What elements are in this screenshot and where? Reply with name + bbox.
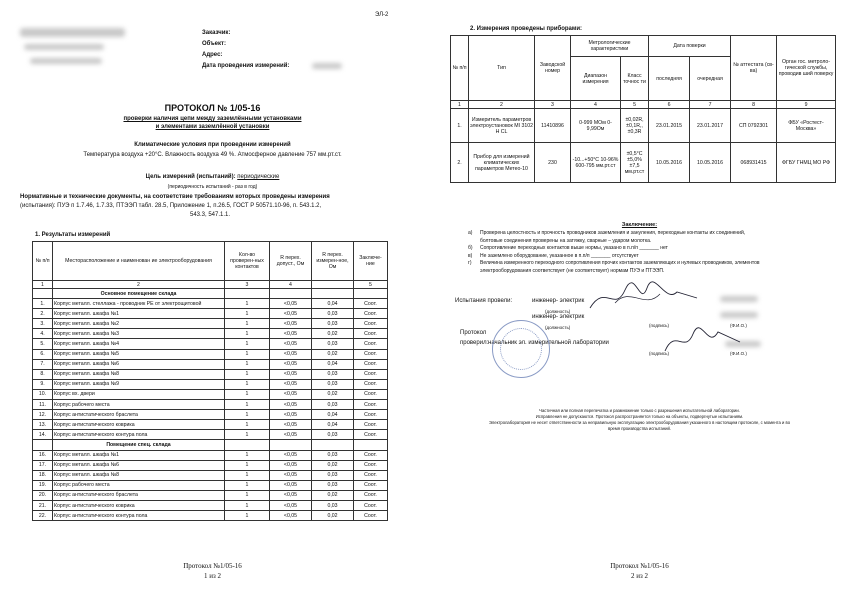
cell-count: 1 [225,309,270,319]
cell-allowed: <0,05 [270,480,312,490]
protocol-subtitle-line1: проверки наличия цепи между заземлёнными установками [123,116,302,122]
cell-result: Соот. [354,480,388,490]
cell-measured: 0,04 [312,420,354,430]
cell-n: 13. [33,420,53,430]
checker-role: начальник эл. измерительной лаборатории [488,340,609,346]
cell-name: Корпус металл. шкафа №6 [53,359,225,369]
table-row [33,470,388,480]
conclusion-letter: в) [468,252,473,259]
cell-allowed: <0,05 [270,379,312,389]
cell-measured: 0,03 [312,430,354,440]
cell-measured: 0,03 [312,339,354,349]
device-cert: СП 0792301 [731,109,777,143]
cell-n: 8. [33,369,53,379]
device-next: 10.05.2016 [690,143,731,183]
header-accuracy: Класс точнос ти [621,57,649,101]
cell-allowed: <0,05 [270,309,312,319]
header-metro: Метрологические характеристики [571,36,649,57]
redacted-logo [20,28,125,37]
cell-name: Корпус металл. шкафа №5 [53,349,225,359]
cell-measured: 0,03 [312,470,354,480]
disclaimer-4: время производства испытаний. [608,426,671,431]
cell-name: Корпус антистатического коврика [53,420,225,430]
table-row [33,319,388,329]
cell-name: Корпус вх. двери [53,389,225,399]
cell-name: Корпус металл. шкафа №6 [53,460,225,470]
signature-2-icon [660,326,750,356]
cell-result: Соот. [354,369,388,379]
cell-result: Соот. [354,490,388,500]
cell-result: Соот. [354,299,388,309]
cell-count: 1 [225,450,270,460]
cell-allowed: <0,05 [270,490,312,500]
purpose-label: Цель измерений (испытаний): [145,174,236,180]
cell-result: Соот. [354,420,388,430]
col-number: 8 [731,101,777,109]
signature-1-icon [585,278,705,318]
cell-count: 1 [225,490,270,500]
header-last: последняя [649,57,690,101]
cell-name: Корпус металл. шкафа №2 [53,319,225,329]
col-number: 2 [469,101,535,109]
name-caption: (Ф.И.О.) [730,351,747,356]
protocol-page-2 [430,0,849,600]
disclaimer-1: Частичная или полная перепечатка и размножение только с разрешения испытательной лаборатории. [539,408,740,413]
measurement-date-label: Дата проведения измерений: [202,63,290,69]
device-n: 2. [451,143,469,183]
section-row [33,440,388,450]
table-row [33,369,388,379]
norms-line3: 543.3, 547.1.1. [190,212,231,218]
checked-label-2: проверил: [460,340,489,346]
cell-n: 18. [33,470,53,480]
section2-rows [33,450,388,521]
purpose-value: периодические [237,174,280,180]
cell-allowed: <0,05 [270,400,312,410]
table-row [33,389,388,399]
cell-n: 11. [33,400,53,410]
signature-caption: (подпись) [649,323,670,328]
cell-count: 1 [225,369,270,379]
address-label: Адрес: [202,52,223,58]
cell-measured: 0,04 [312,410,354,420]
cell-n: 21. [33,500,53,510]
header-r-allowed: R перех. допуст., Ом [270,242,312,281]
section-title: Помещение спец. склада [53,440,225,450]
cell-count: 1 [225,420,270,430]
cell-name: Корпус металл. шкафа №4 [53,339,225,349]
cell-count: 1 [225,400,270,410]
device-next: 23.01.2017 [690,109,731,143]
cell-measured: 0,02 [312,490,354,500]
stamp-inner-ring-icon [500,328,542,370]
cell-result: Соот. [354,460,388,470]
cell-measured: 0,02 [312,460,354,470]
cell-measured: 0,03 [312,309,354,319]
section-title: Основное помещение склада [53,289,225,299]
header-count: Кол-во проверен-ных контактов [225,242,270,281]
redacted-name [720,296,758,302]
cell-allowed: <0,05 [270,420,312,430]
cell-n: 4. [33,329,53,339]
cell-name: Корпус антистатического браслета [53,410,225,420]
object-label: Объект: [202,41,226,47]
col-number: 6 [649,101,690,109]
col-number: 3 [225,281,270,289]
cell-count: 1 [225,410,270,420]
protocol-title: ПРОТОКОЛ № 1/05-16 [164,103,261,113]
cell-count: 1 [225,460,270,470]
device-accuracy: ±0,02R, ±0,1R,, ±0,3R [621,109,649,143]
cell-allowed: <0,05 [270,500,312,510]
cell-result: Соот. [354,470,388,480]
cell-measured: 0,02 [312,329,354,339]
table-row [33,450,388,460]
cell-count: 1 [225,299,270,309]
footer-protocol: Протокол №1/05-16 [183,562,242,570]
cell-measured: 0,02 [312,511,354,521]
cell-name: Корпус рабочего места [53,480,225,490]
device-organ: ФБУ «Ростест-Москва» [777,109,836,143]
table-row [33,500,388,510]
cell-n: 10. [33,389,53,399]
cell-result: Соот. [354,410,388,420]
cell-allowed: <0,05 [270,339,312,349]
cell-measured: 0,02 [312,389,354,399]
redacted-date [312,63,342,69]
name-caption: (Ф.И.О.) [730,323,747,328]
cell-name: Корпус металл. шкафа №8 [53,470,225,480]
climate-text: Температура воздуха +20°С. Влажность воздуха 49 %. Атмосферное давление 757 мм.рт.ст. [83,152,342,158]
cell-result: Соот. [354,329,388,339]
device-serial: 11410896 [535,109,571,143]
table-row [33,511,388,521]
header-organ: Орган гос. метроло-гической службы, проводив ший поверку [777,36,836,101]
cell-measured: 0,03 [312,379,354,389]
purpose-line [0,174,425,180]
col-number: 2 [53,281,225,289]
cell-measured: 0,03 [312,500,354,510]
header-r-measured: R перех. измерен-ное, Ом [312,242,354,281]
cell-allowed: <0,05 [270,460,312,470]
redacted-name [720,312,758,318]
device-row [451,143,836,183]
device-organ: ФГБУ ГНМЦ МО РФ [777,143,836,183]
cell-allowed: <0,05 [270,470,312,480]
col-number: 7 [690,101,731,109]
cell-measured: 0,02 [312,349,354,359]
cell-name: Корпус рабочего места [53,400,225,410]
table-row [33,379,388,389]
results-heading: 1. Результаты измерений [35,232,111,238]
device-serial: 230 [535,143,571,183]
purpose-note: (периодичность испытаний - раз в год) [167,184,258,190]
cell-allowed: <0,05 [270,359,312,369]
column-number-row [33,281,388,289]
table-row [33,400,388,410]
device-last: 10.05.2016 [649,143,690,183]
conclusion-letter: а) [468,230,473,236]
cell-n: 17. [33,460,53,470]
cell-count: 1 [225,319,270,329]
cell-name: Корпус металл. шкафа №9 [53,379,225,389]
cell-name: Корпус металл. шкафа №1 [53,309,225,319]
tests-label: Испытания провели: [455,298,513,304]
device-last: 23.01.2015 [649,109,690,143]
cell-allowed: <0,05 [270,389,312,399]
table-row [33,420,388,430]
redacted-text [24,44,104,50]
conclusion-text: болтовые соединения проверены на затяжку, сварные – ударом молотка. [480,237,652,244]
cell-measured: 0,04 [312,359,354,369]
cell-name: Корпус антистатического браслета [53,490,225,500]
footer-page: 1 из 2 [203,572,221,580]
cell-result: Соот. [354,400,388,410]
header-n: № п/п [451,36,469,101]
cell-n: 6. [33,349,53,359]
cell-allowed: <0,05 [270,299,312,309]
norms-line2: (испытания): ПУЭ п 1.7.46, 1.7.33, ПТЭЭП табл. 28.5, Приложение 1, п.26.5, ГОСТ Р 50571.10-96, п. 543.1.2, [20,203,322,209]
cell-result: Соот. [354,500,388,510]
cell-result: Соот. [354,319,388,329]
position-caption: (должность) [545,325,571,330]
header-cert: № аттестата (св-ва) [731,36,777,101]
role1: инженер- электрик [532,298,585,304]
cell-allowed: <0,05 [270,450,312,460]
conclusion-text: Сопротивление переходных контактов выше нормы, указано в п.п/п _______ нет [480,245,668,252]
device-range: 0-999 МОм 0-9,99Ом [571,109,621,143]
cell-allowed: <0,05 [270,511,312,521]
cell-result: Соот. [354,349,388,359]
table-row [33,329,388,339]
cell-n: 2. [33,309,53,319]
cell-measured: 0,03 [312,369,354,379]
cell-count: 1 [225,470,270,480]
header-n: № п/п [33,242,53,281]
disclaimer-3: Электролаборатория не несет ответственности за неправильную эксплуатацию электрооборудования указанного в настоящем протоколе, с момента и во [488,420,791,425]
device-type: Прибор для измерений климатических параметров Метео-10 [469,143,535,183]
section-row [33,289,388,299]
cell-allowed: <0,05 [270,430,312,440]
cell-name: Корпус металл. стеллажа - проводник РЕ от электрощитовой [53,299,225,309]
cell-result: Соот. [354,389,388,399]
table-header-row [33,242,388,281]
position-caption: (должность) [545,309,571,314]
cell-n: 7. [33,359,53,369]
table-row [33,349,388,359]
devices-header-row [451,36,836,57]
col-number: 5 [354,281,388,289]
col-number: 5 [621,101,649,109]
cell-n: 5. [33,339,53,349]
cell-result: Соот. [354,339,388,349]
col-number: 1 [451,101,469,109]
conclusion-text: Не заземлено оборудование, указанное в п.п/п _______ отсутствует [480,252,639,259]
cell-n: 22. [33,511,53,521]
conclusion-text: электрооборудования соответствует (не соответствует) нормам ПУЭ и ПТЭЭП. [480,268,665,274]
conclusion-letter: б) [468,245,473,252]
cell-n: 12. [33,410,53,420]
col-number: 1 [33,281,53,289]
cell-result: Соот. [354,430,388,440]
cell-count: 1 [225,511,270,521]
cell-allowed: <0,05 [270,319,312,329]
checked-label-1: Протокол [460,330,487,336]
conclusion-text: Проверена целостность и прочность проводников заземления и зануления, переходные контакты их соединений, [480,230,746,236]
climate-heading: Климатические условия при проведении измерений [134,142,291,148]
protocol-subtitle-line2: и элементами заземлённой установки [155,124,270,130]
cell-name: Корпус антистатического коврика [53,500,225,510]
device-accuracy: ±0,5°С ±5,0% ±7,5 мм.рт.ст [621,143,649,183]
signature-caption: (подпись) [649,351,670,356]
cell-result: Соот. [354,379,388,389]
cell-measured: 0,03 [312,480,354,490]
device-n: 1. [451,109,469,143]
cell-n: 3. [33,319,53,329]
conclusion-heading: Заключение: [621,222,658,228]
cell-measured: 0,03 [312,319,354,329]
header-location: Месторасположение и наименован ие электрооборудования [53,242,225,281]
footer-protocol: Протокол №1/05-16 [610,562,669,570]
table-row [33,490,388,500]
results-table [32,241,388,521]
cell-result: Соот. [354,450,388,460]
cell-result: Соот. [354,511,388,521]
cell-measured: 0,03 [312,400,354,410]
cell-name: Корпус металл. шкафа №3 [53,329,225,339]
cell-allowed: <0,05 [270,329,312,339]
cell-measured: 0,04 [312,299,354,309]
cell-n: 1. [33,299,53,309]
cell-count: 1 [225,349,270,359]
cell-allowed: <0,05 [270,349,312,359]
cell-measured: 0,03 [312,450,354,460]
device-row [451,109,836,143]
devices-number-row [451,101,836,109]
table-row [33,309,388,319]
devices-table [450,35,836,183]
cell-n: 19. [33,480,53,490]
table-row [33,339,388,349]
cell-count: 1 [225,329,270,339]
form-code: ЭЛ-2 [375,12,389,18]
disclaimer-2: Исправления не допускаются. Протокол распространяется только на объекты, подвергнутые испытаниям. [535,414,744,419]
cell-count: 1 [225,389,270,399]
cell-count: 1 [225,359,270,369]
header-type: Тип [469,36,535,101]
header-conclusion: Заключе-ние [354,242,388,281]
cell-count: 1 [225,379,270,389]
role2: инженер- электрик [532,314,585,320]
header-next: очередная [690,57,731,101]
cell-count: 1 [225,430,270,440]
cell-count: 1 [225,339,270,349]
device-type: Измеритель параметров электроустановок MI 3102 H CL [469,109,535,143]
cell-allowed: <0,05 [270,369,312,379]
cell-count: 1 [225,480,270,490]
header-serial: Заводской номер [535,36,571,101]
cell-name: Корпус антистатического контура пола [53,430,225,440]
col-number: 4 [571,101,621,109]
redacted-text [30,58,102,64]
cell-count: 1 [225,500,270,510]
cell-allowed: <0,05 [270,410,312,420]
header-range: Диапазон измерения [571,57,621,101]
table-row [33,359,388,369]
header-verify: Дата поверки [649,36,731,57]
cell-result: Соот. [354,359,388,369]
table-row [33,460,388,470]
col-number: 4 [270,281,312,289]
cell-name: Корпус антистатического контура пола [53,511,225,521]
table-row [33,299,388,309]
footer-page: 2 из 2 [630,572,648,580]
col-number [312,281,354,289]
norms-line1: Нормативные и технические документы, на соответствие требованиям которых проведены измерения [20,194,330,200]
table-row [33,480,388,490]
device-cert: 068931415 [731,143,777,183]
client-label: Заказчик: [202,30,231,36]
device-range: -10...+50°С 10-96% 600-795 мм.рт.ст [571,143,621,183]
cell-name: Корпус металл. шкафа №1 [53,450,225,460]
cell-n: 16. [33,450,53,460]
table-row [33,410,388,420]
col-number: 3 [535,101,571,109]
cell-n: 14. [33,430,53,440]
col-number: 9 [777,101,836,109]
cell-name: Корпус металл. шкафа №8 [53,369,225,379]
cell-n: 9. [33,379,53,389]
devices-heading: 2. Измерения проведены приборами: [470,26,583,32]
cell-result: Соот. [354,309,388,319]
conclusion-letter: г) [468,260,472,267]
conclusion-text: Величина измеренного переходного сопротивления прочих контактов заземляющих и нулевых проводников, элементов [480,260,760,267]
table-row [33,430,388,440]
cell-n: 20. [33,490,53,500]
section1-rows [33,299,388,440]
